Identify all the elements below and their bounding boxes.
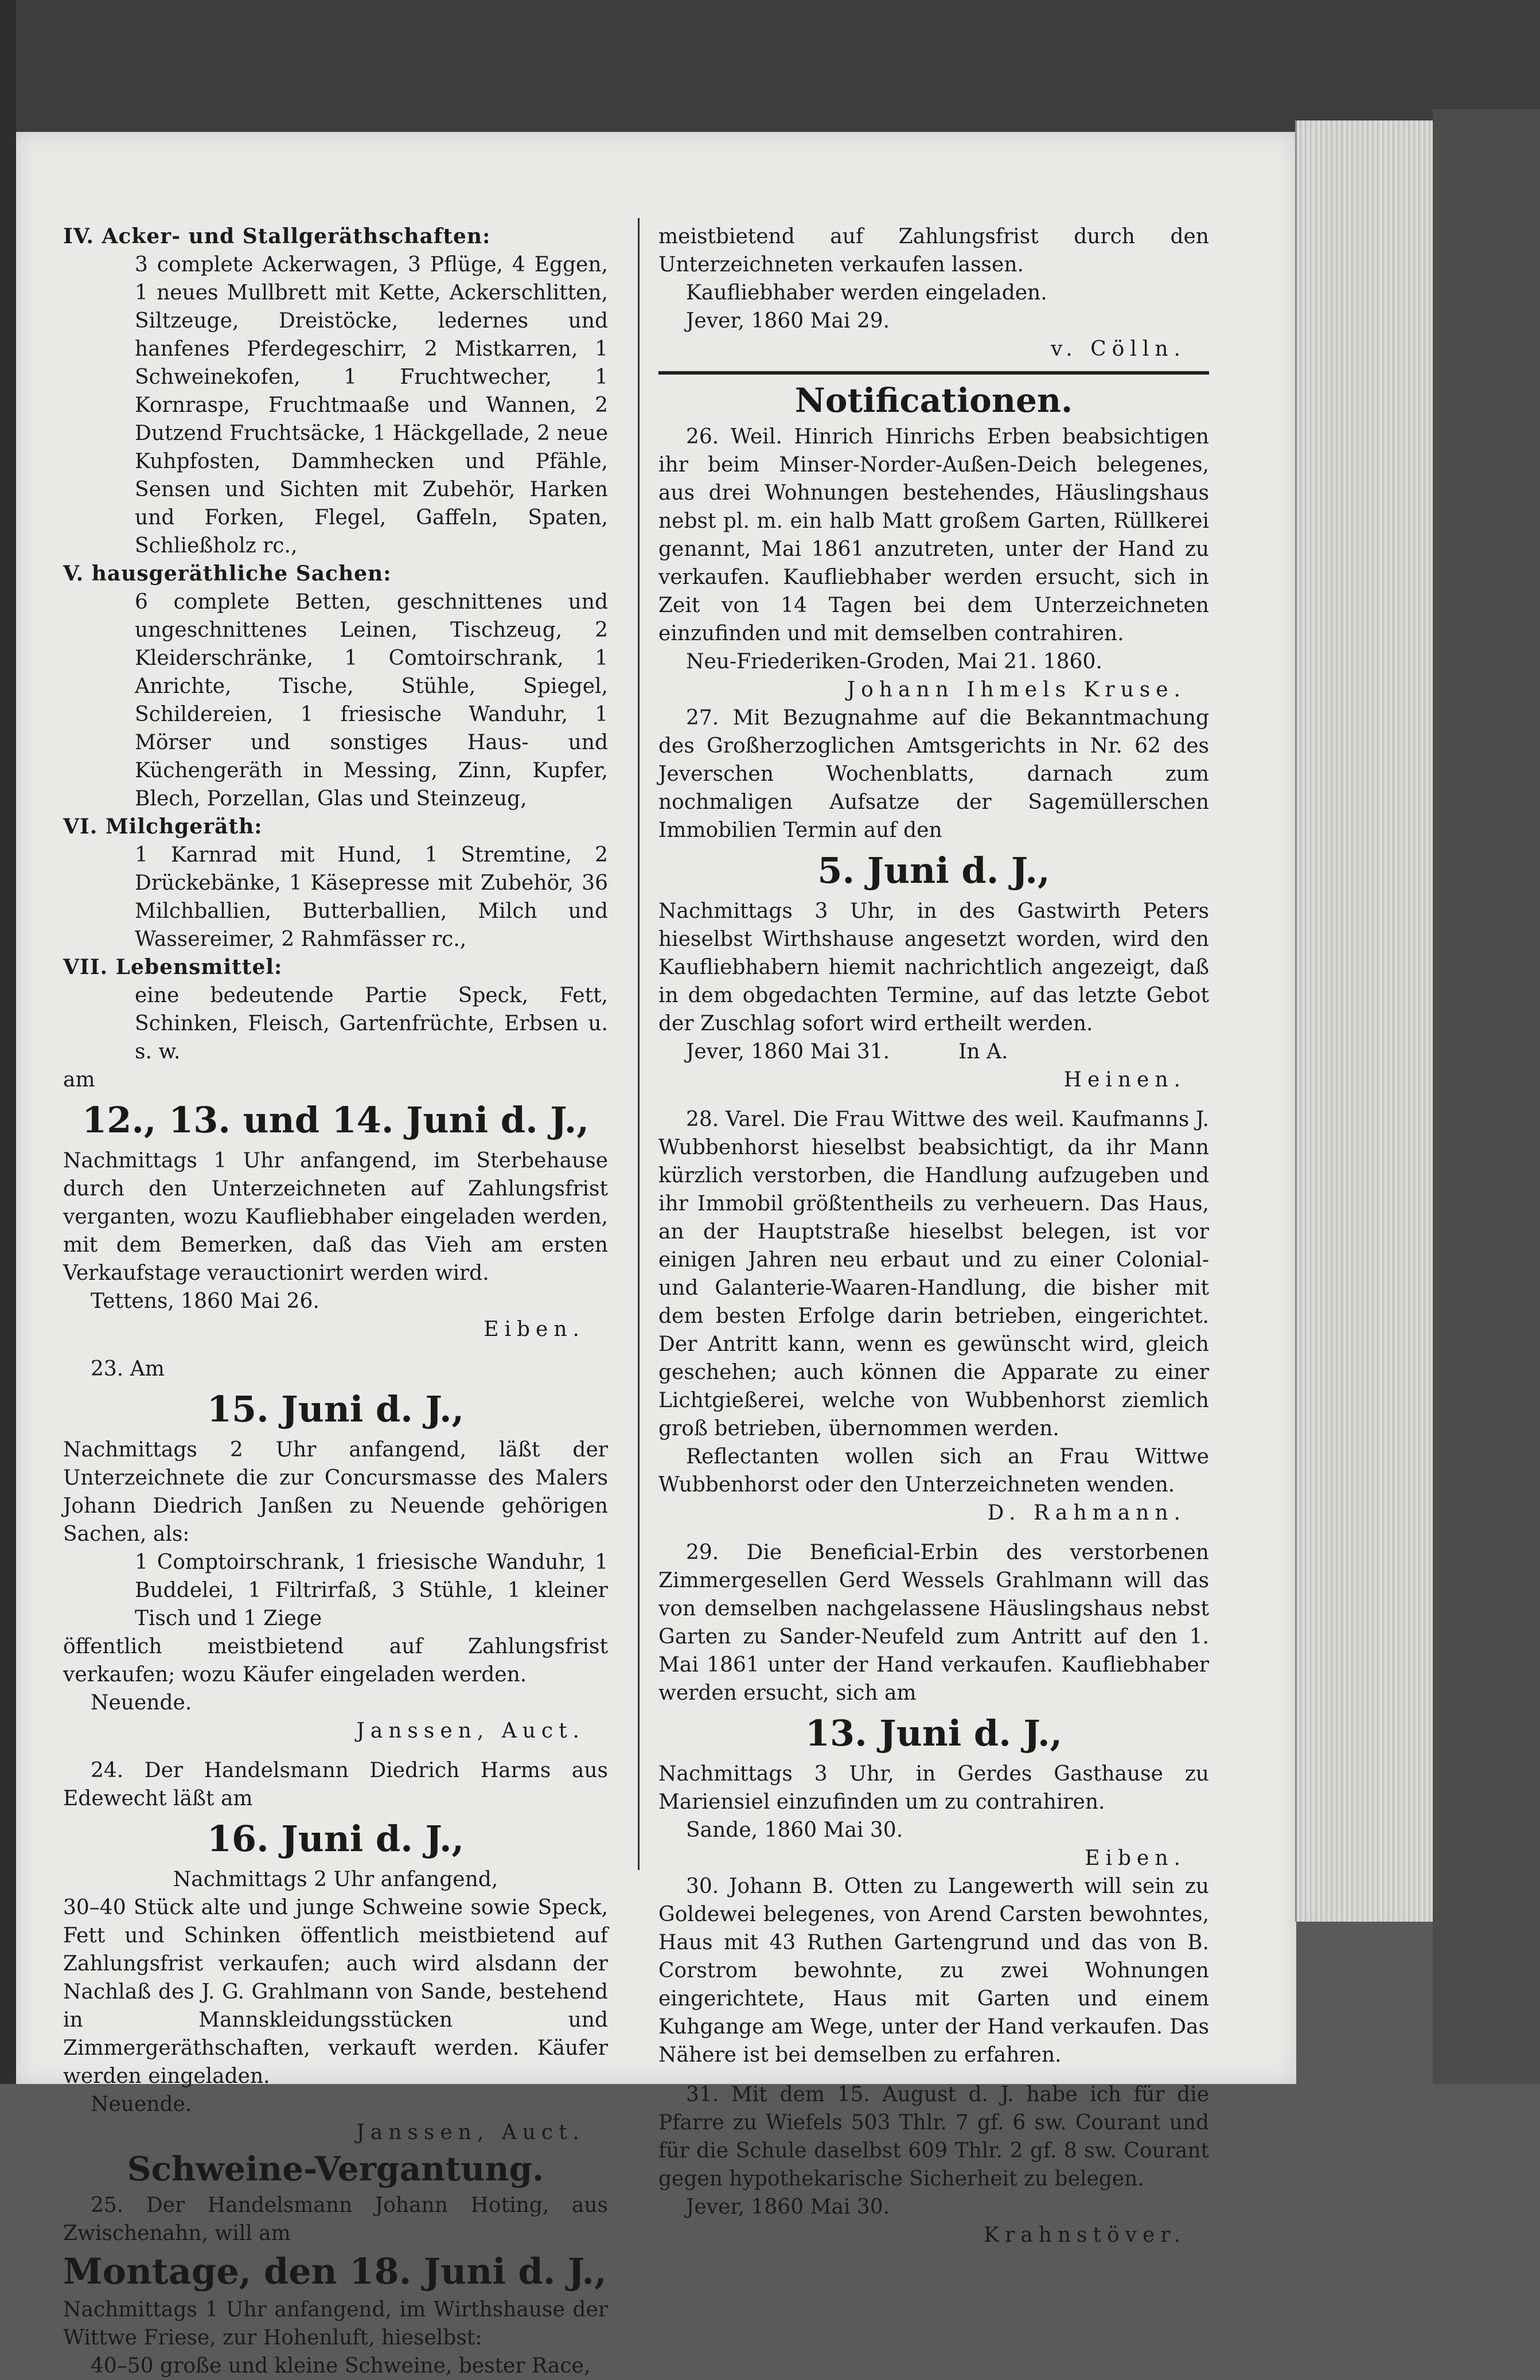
place-27-date: Jever, 1860 Mai 31.	[686, 1040, 890, 1064]
notice-24-time: Nachmittags 2 Uhr anfangend,	[173, 1868, 498, 1891]
am-label: am	[63, 1068, 95, 1092]
section-iv-title: IV. Acker- und Stallgeräthschaften:	[63, 224, 491, 248]
notice-27-body: Nachmittags 3 Uhr, in des Gastwirth Peters hieselbst Wirthshause angesetzt worden, wird den Kaufliebhabern hiemit nachrichtlich angezeigt, daß in dem obgedachten Termine, auf das letzte Gebot der Zuschlag sofort wird ertheilt werden.	[658, 899, 1209, 1035]
notice-30: 30. Johann B. Otten zu Langewerth will sein zu Goldewei belegenes, von Arend Carsten bewohntes, Haus mit 43 Ruthen Gartengrund und das von B. Corstrom bewohnte, zu zwei Wohnungen eingerichtete, Haus mit Garten und einem Kuhgange am Wege, unter der Hand verkaufen. Das Nähere ist bei demselben zu erfahren.	[658, 1875, 1209, 2067]
signature-26: Johann Ihmels Kruse.	[847, 678, 1186, 702]
auction-date-1: 12., 13. und 14. Juni d. J.,	[82, 1099, 589, 1141]
signature-0: v. Cölln.	[1051, 337, 1186, 361]
notice-28-reflectants: Reflectanten wollen sich an Frau Wittwe Wubbenhorst oder den Unterzeichneten wenden.	[658, 1445, 1209, 1497]
section-vi-title: VI. Milchgeräth:	[63, 815, 263, 839]
continuation-text: meistbietend auf Zahlungsfrist durch den Unterzeichneten verkaufen lassen.	[658, 225, 1209, 276]
notice-25-intro: 25. Der Handelsmann Johann Hoting, aus Zwischenahn, will am	[63, 2194, 608, 2245]
section-vii-body: eine bedeutende Partie Speck, Fett, Schinken, Fleisch, Gartenfrüchte, Erbsen u. s. w.	[135, 984, 608, 1064]
notice-26: 26. Weil. Hinrich Hinrichs Erben beabsichtigen ihr beim Minser-Norder-Außen-Deich belegenes, aus drei Wohnungen bestehendes, Häuslingshaus nebst pl. m. ein halb Matt großem Garten, Rüllkerei genannt, Mai 1861 anzutreten, unter der Hand zu verkaufen. Kaufliebhaber werden ersucht, sich in Zeit von 14 Tagen bei dem Unterzeichneten einzufinden und mit demselben contrahiren.	[658, 425, 1209, 645]
scan-background-left	[0, 0, 16, 2084]
signature-28: D. Rahmann.	[987, 1501, 1186, 1525]
date-29: 13. Juni d. J.,	[805, 1712, 1063, 1754]
section-vi-body: 1 Karnrad mit Hund, 1 Stremtine, 2 Drückebänke, 1 Käsepresse mit Zubehör, 36 Milchballien, Butterballien, Milch und Wassereimer, 2 Rahmfässer rc.,	[135, 843, 608, 951]
notice-25-body: Nachmittags 1 Uhr anfangend, im Wirthshause der Wittwe Friese, zur Hohenluft, hieselbst:	[63, 2298, 608, 2350]
place-29: Sande, 1860 Mai 30.	[686, 1818, 903, 1842]
section-iv-body: 3 complete Ackerwagen, 3 Pflüge, 4 Eggen, 1 neues Mullbrett mit Kette, Ackerschlitten, Siltzeuge, Dreistöcke, ledernes und hanfenes Pferdegeschirr, 2 Mistkarren, 1 Schweinekofen, 1 Fruchtwecher, 1 Kornraspe, Fruchtmaaße und Wannen, 2 Dutzend Fruchtsäcke, 1 Häckgellade, 2 neue Kuhpfosten, Dammhecken und Pfähle, Sensen und Sichten mit Zubehör, Harken und Forken, Flegel, Gaffeln, Spaten, Schließholz rc.,	[135, 253, 608, 558]
scan-background-right	[1433, 109, 1540, 2084]
column-divider	[638, 218, 640, 1870]
place-date-0: Jever, 1860 Mai 29.	[686, 309, 890, 333]
invitation-line: Kaufliebhaber werden eingeladen.	[686, 281, 1047, 305]
auction-date-2: 15. Juni d. J.,	[206, 1388, 465, 1430]
place-2: Neuende.	[91, 1691, 192, 1715]
place-27	[658, 1038, 1209, 1066]
in-auftrag: In A.	[958, 1040, 1008, 1064]
signature-1: Eiben.	[484, 1318, 585, 1341]
horizontal-rule	[658, 371, 1209, 375]
section-heading-schweine-vergantung: Schweine-Vergantung.	[127, 2149, 544, 2188]
section-v-title: V. hausgeräthliche Sachen:	[63, 562, 392, 586]
auction-date-4: Montage, den 18. Juni d. J.,	[63, 2250, 607, 2292]
notice-27: 27. Mit Bezugnahme auf die Bekanntmachung des Großherzoglichen Amtsgerichts in Nr. 62 des Jeverschen Wochenblatts, darnach zum nochmaligen Aufsatze der Sagemüllerschen Immobilien Termin auf den	[658, 706, 1209, 842]
left-column	[63, 223, 608, 2380]
scan-background-top	[0, 0, 1540, 138]
notice-23-items: 1 Comptoirschrank, 1 friesische Wanduhr, 1 Buddelei, 1 Filtrirfaß, 3 Stühle, 1 kleiner Tisch und 1 Ziege	[135, 1551, 608, 1630]
notice-29: 29. Die Beneficial-Erbin des verstorbenen Zimmergesellen Gerd Wessels Grahlmann will das von demselben nachgelassene Häuslingshaus nebst Garten zu Sander-Neufeld zum Antritt auf den 1. Mai 1861 unter der Hand verkaufen. Kaufliebhaber werden ersucht, sich am	[658, 1541, 1209, 1705]
notice-24-intro: 24. Der Handelsmann Diedrich Harms aus Edewecht läßt am	[63, 1759, 608, 1810]
notice-23-closing: öffentlich meistbietend auf Zahlungsfrist verkaufen; wozu Käufer eingeladen werden.	[63, 1635, 608, 1686]
signature-31: Krahnstöver.	[984, 2223, 1186, 2247]
notice-29-body: Nachmittags 3 Uhr, in Gerdes Gasthause zu Mariensiel einzufinden um zu contrahiren.	[658, 1762, 1209, 1814]
signature-27: Heinen.	[1063, 1068, 1186, 1092]
section-vii-title: VII. Lebensmittel:	[63, 955, 283, 979]
date-27: 5. Juni d. J.,	[817, 850, 1050, 891]
place-3: Neuende.	[91, 2093, 192, 2116]
notice-28: 28. Varel. Die Frau Wittwe des weil. Kaufmanns J. Wubbenhorst hieselbst beabsichtigt, da ihr Mann kürzlich verstorben, die Handlung aufzugeben und ihr Immobil größtentheils zu verheuern. Das Haus, an der Hauptstraße hieselbst belegen, ist vor einigen Jahren neu erbaut und zu einer Colonial- und Galanterie-Waaren-Handlung, die bisher mit dem besten Erfolge darin betrieben, eingerichtet. Der Antritt kann, wenn es gewünscht wird, gleich geschehen; auch können die Apparate zu einer Lichtgießerei, welche von Wubbenhorst ziemlich groß betrieben, übernommen werden.	[658, 1108, 1209, 1440]
signature-3: Janssen, Auct.	[356, 2121, 585, 2144]
notice-paragraph-1: Nachmittags 1 Uhr anfangend, im Sterbehause durch den Unterzeichneten auf Zahlungsfrist verganten, wozu Kaufliebhaber eingeladen werden, mit dem Bemerken, daß das Vieh am ersten Verkaufstage verauctionirt werden wird.	[63, 1149, 608, 1285]
place-31: Jever, 1860 Mai 30.	[686, 2195, 890, 2219]
notice-25-items: 40–50 große und kleine Schweine, bester Race,	[91, 2354, 591, 2378]
auction-date-3: 16. Juni d. J.,	[206, 1818, 465, 1860]
notice-23-body: Nachmittags 2 Uhr anfangend, läßt der Unterzeichnete die zur Concursmasse des Malers Johann Diedrich Janßen zu Neuende gehörigen Sachen, als:	[63, 1438, 608, 1546]
notice-31: 31. Mit dem 15. August d. J. habe ich für die Pfarre zu Wiefels 503 Thlr. 7 gf. 6 sw. Courant und für die Schule daselbst 609 Thlr. 2 gf. 8 sw. Courant gegen hypothekarische Sicherheit zu belegen.	[658, 2083, 1209, 2191]
right-column	[658, 223, 1209, 2249]
book-page-edges	[1295, 120, 1434, 1922]
notice-23-intro: 23. Am	[91, 1357, 165, 1381]
section-heading-notificationen: Notificationen.	[794, 381, 1073, 420]
section-v-body: 6 complete Betten, geschnittenes und ungeschnittenes Leinen, Tischzeug, 2 Kleiderschränke, 1 Comtoirschrank, 1 Anrichte, Tische, Stühle, Spiegel, Schildereien, 1 friesische Wanduhr, 1 Mörser und sonstiges Haus- und Küchengeräth in Messing, Zinn, Kupfer, Blech, Porzellan, Glas und Steinzeug,	[135, 590, 608, 811]
signature-29: Eiben.	[1085, 1847, 1186, 1870]
signature-2: Janssen, Auct.	[356, 1719, 585, 1743]
place-26: Neu-Friederiken-Groden, Mai 21. 1860.	[686, 650, 1102, 673]
notice-24-body: 30–40 Stück alte und junge Schweine sowie Speck, Fett und Schinken öffentlich meistbietend auf Zahlungsfrist verkaufen; auch wird alsdann der Nachlaß des J. G. Grahlmann von Sande, bestehend in Mannskleidungsstücken und Zimmergeräthschaften, verkauft werden. Käufer werden eingeladen.	[63, 1896, 608, 2088]
place-date-1: Tettens, 1860 Mai 26.	[91, 1290, 319, 1313]
